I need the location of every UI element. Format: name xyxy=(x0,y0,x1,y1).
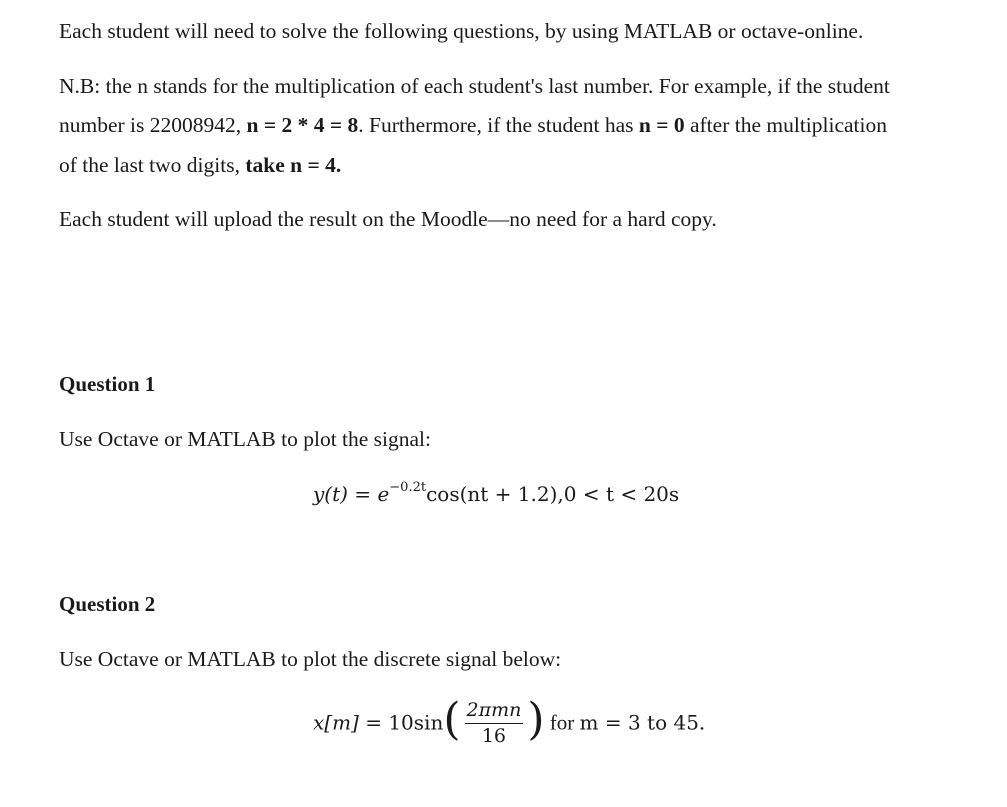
eq1-exponent: −0.2t xyxy=(389,480,427,495)
nb-last-digits-text: of the last two digits, xyxy=(59,153,246,177)
nb-example-formula: n = 2 * 4 = 8 xyxy=(246,113,359,137)
eq1-lhs: y(t) xyxy=(313,482,348,506)
question-2-equation xyxy=(313,693,706,748)
eq2-left-paren: ( xyxy=(443,693,461,745)
nb-after-text: after the multiplication xyxy=(684,113,888,137)
question-1-heading: Question 1 xyxy=(59,372,156,396)
nb-line-2 xyxy=(59,115,887,137)
eq2-for-text: for xyxy=(544,710,580,735)
eq1-equals: = xyxy=(347,482,378,506)
upload-instructions: Each student will upload the result on the Moodle—no need for a hard copy. xyxy=(59,207,717,231)
intro-paragraph: Each student will need to solve the following questions, by using MATLAB or octave-online. xyxy=(59,19,864,43)
eq1-base: e xyxy=(377,482,390,506)
eq2-right-paren: ) xyxy=(527,693,545,745)
question-2-prompt: Use Octave or MATLAB to plot the discrete signal below: xyxy=(59,647,562,671)
eq2-denominator: 16 xyxy=(481,724,507,747)
eq1-rest: cos(nt + 1.2),0 < t < 20s xyxy=(426,482,680,506)
question-2-heading: Question 2 xyxy=(59,592,156,616)
question-1-equation xyxy=(313,480,680,506)
nb-line-3 xyxy=(59,155,341,177)
nb-line-1: N.B: the n stands for the multiplication of each student's last number. For example, if the student xyxy=(59,74,890,98)
eq2-fraction xyxy=(465,700,524,748)
nb-zero-case: n = 0 xyxy=(638,113,685,137)
nb-furthermore-text: . Furthermore, if the student has xyxy=(358,113,639,137)
nb-take-n-rule: take n = 4. xyxy=(245,153,342,177)
question-1-prompt: Use Octave or MATLAB to plot the signal: xyxy=(59,427,432,451)
eq2-range: m = 3 to 45. xyxy=(579,710,706,735)
nb-student-number-text: number is 22008942, xyxy=(59,113,247,137)
eq2-equals-sin: = 10sin xyxy=(358,710,444,735)
eq2-numerator: 2πmn xyxy=(465,700,524,724)
eq2-lhs: x[m] xyxy=(313,710,359,735)
